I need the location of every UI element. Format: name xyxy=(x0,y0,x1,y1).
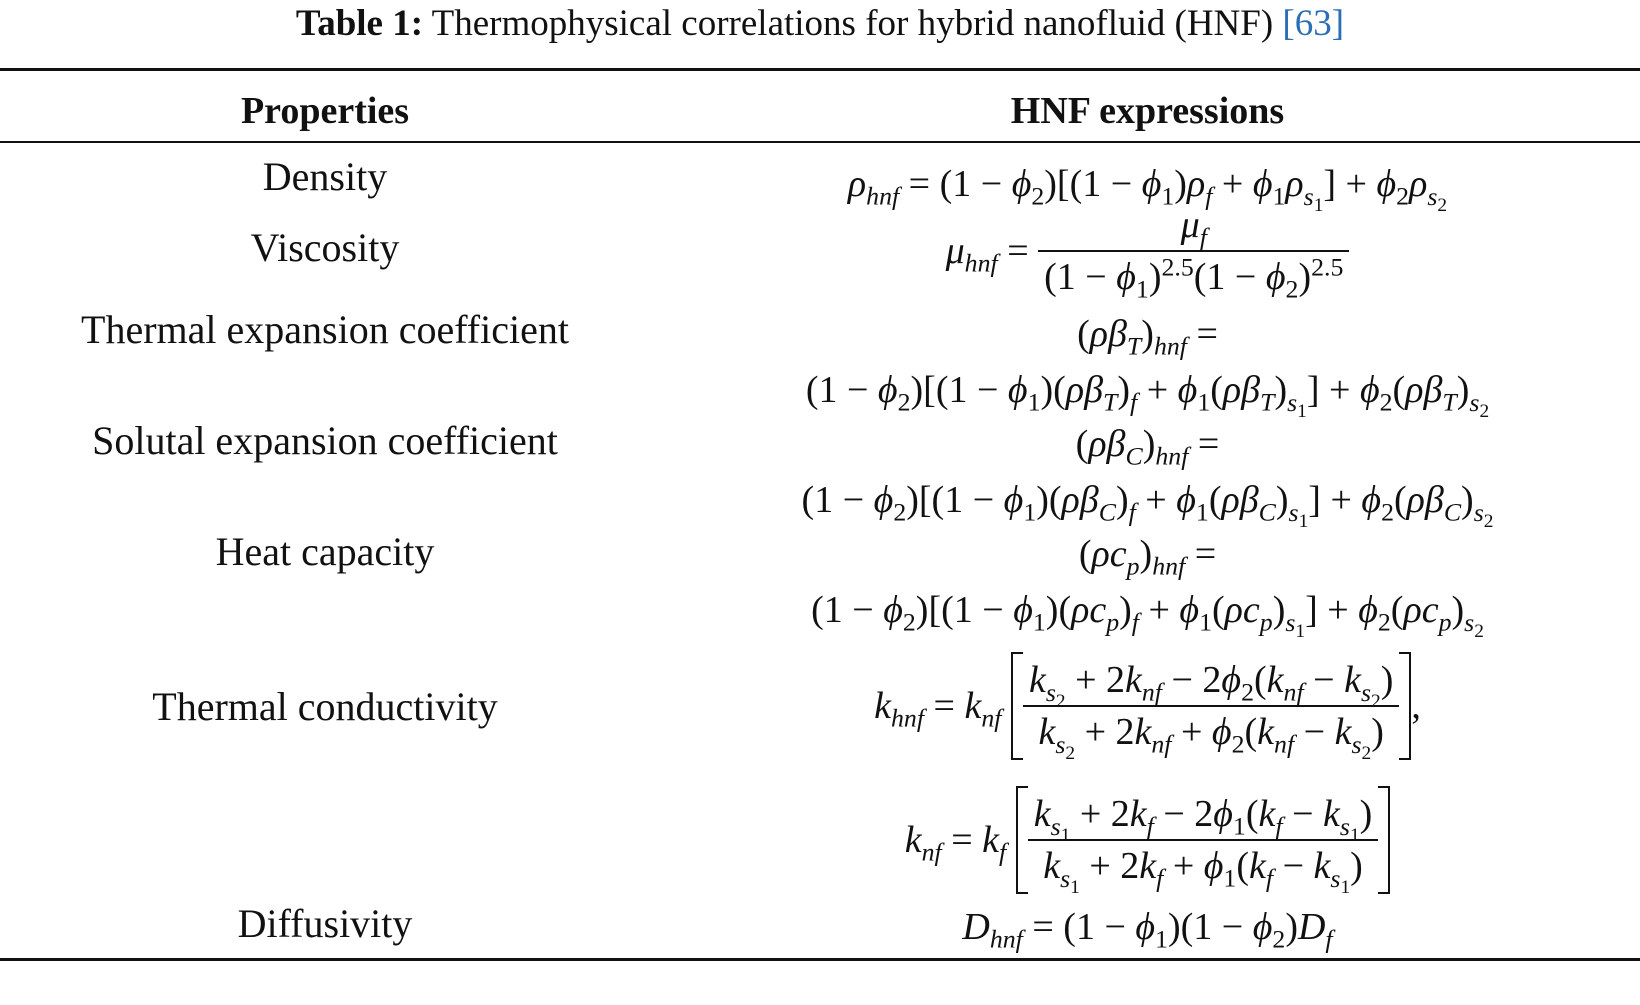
expression-thermal-conductivity-nf: $k_{nf} = k_f$ $\frac{k_{s_1} + 2k_f - 2\phi_1(k_f - k_{s_1})}{k_{s_1} + 2k_f + \phi_1(k_f - k_{s_1})}$ xyxy=(655,786,1640,894)
expression-density: $\rho_{hnf} = (1 - \phi_2)[(1 - \phi_1)\rho_f + \phi_1\rho_{s_1}] + \phi_2\rho_{s_2}$ xyxy=(847,163,1448,216)
header-properties: Properties xyxy=(240,90,410,132)
property-viscosity: Viscosity xyxy=(250,225,400,270)
expression-diffusivity: $D_{hnf} = (1 - \phi_1)(1 - \phi_2)D_f$ xyxy=(962,906,1333,954)
expression-thermal-conductivity-hnf: $k_{hnf} = k_{nf}$ $\frac{k_{s_2} + 2k_{nf} - 2\phi_2(k_{nf} - k_{s_2})}{k_{s_2} + 2k_{nf} + \phi_2(k_{nf} - k_{s_2})}$ , xyxy=(655,652,1640,760)
expression-solutal-expansion-line2: $(1 - \phi_2)[(1 - \phi_1)(\rho\beta_C)_f + \phi_1(\rho\beta_C)_{s_1}] + \phi_2(\rho\beta_C)_{s_2}$ xyxy=(801,479,1494,532)
left-bracket xyxy=(1011,652,1023,760)
top-rule xyxy=(0,68,1640,71)
header-expressions: HNF expressions xyxy=(1010,90,1285,132)
caption-text: Thermophysical correlations for hybrid nanofluid (HNF) xyxy=(423,3,1283,44)
left-bracket xyxy=(1016,786,1028,894)
property-heat-capacity: Heat capacity xyxy=(215,529,435,574)
property-diffusivity: Diffusivity xyxy=(237,901,413,946)
expression-solutal-expansion-line1: $(\rho\beta_C)_{hnf}$ = xyxy=(1075,423,1220,471)
viscosity-fraction: $\frac{\mu_f}{(1 - \phi_1)^{2.5}(1 - \phi_2)^{2.5}}$ xyxy=(1038,200,1349,302)
expression-heat-capacity-line1: $(\rho c_p)_{hnf}$ = xyxy=(1078,533,1217,581)
expression-thermal-expansion-line2: $(1 - \phi_2)[(1 - \phi_1)(\rho\beta_T)_f + \phi_1(\rho\beta_T)_{s_1}] + \phi_2(\rho\beta_T)_{s_2}$ xyxy=(805,369,1490,422)
reference-link[interactable]: 63 xyxy=(1294,3,1332,44)
expression-heat-capacity-line2: $(1 - \phi_2)[(1 - \phi_1)(\rho c_p)_f + \phi_1(\rho c_p)_{s_1}] + \phi_2(\rho c_p)_{s_2}$ xyxy=(811,589,1484,642)
conductivity-hnf-fraction: $\frac{k_{s_2} + 2k_{nf} - 2\phi_2(k_{nf} - k_{s_2})}{k_{s_2} + 2k_{nf} + \phi_2(k_{nf} - k_{s_2})}$ xyxy=(1023,655,1399,757)
header-rule xyxy=(0,141,1640,143)
property-solutal-expansion: Solutal expansion coefficient xyxy=(92,418,558,463)
right-bracket xyxy=(1378,786,1390,894)
reference-open-bracket: [ xyxy=(1282,3,1295,44)
property-thermal-conductivity: Thermal conductivity xyxy=(152,684,498,729)
conductivity-nf-fraction: $\frac{k_{s_1} + 2k_f - 2\phi_1(k_f - k_{s_1})}{k_{s_1} + 2k_f + \phi_1(k_f - k_{s_1})}$ xyxy=(1028,789,1379,891)
expression-thermal-expansion-line1: $(\rho\beta_T)_{hnf}$ = xyxy=(1077,313,1218,361)
reference-close-bracket: ] xyxy=(1331,3,1345,44)
bottom-rule xyxy=(0,958,1640,961)
caption-label: Table 1: xyxy=(295,3,424,44)
property-density: Density xyxy=(262,154,388,199)
expression-viscosity: $\mu_{hnf}$ = $\frac{\mu_f}{(1 - \phi_1)^{2.5}(1 - \phi_2)^{2.5}}$ xyxy=(655,200,1640,302)
table-caption xyxy=(0,2,1640,46)
property-thermal-expansion: Thermal expansion coefficient xyxy=(81,307,569,352)
right-bracket xyxy=(1399,652,1411,760)
